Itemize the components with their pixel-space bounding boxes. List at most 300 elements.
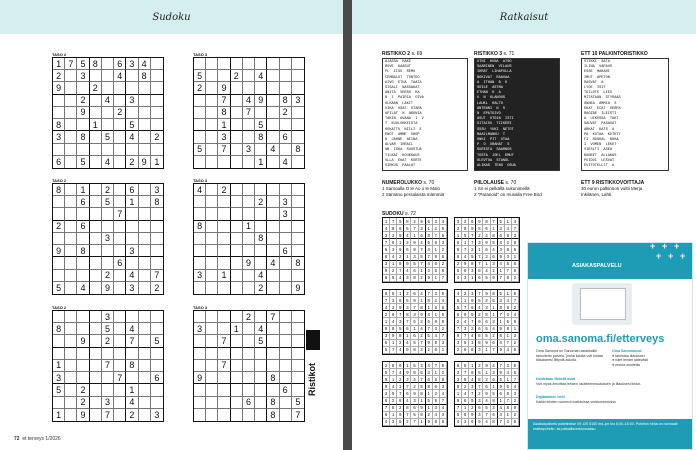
- solution-cell: 7: [440, 333, 447, 340]
- sudoku-cell: 7: [114, 372, 126, 384]
- sudoku-cell: [255, 184, 267, 196]
- sudoku-cell: [151, 70, 163, 82]
- sudoku-cell: 8: [77, 131, 89, 143]
- section-label: SUDOKU s. 72: [382, 211, 416, 217]
- sudoku-cell: [139, 270, 151, 282]
- solution-cell: 6: [491, 412, 498, 419]
- sudoku-cell: 3: [77, 70, 89, 82]
- solution-cell: 2: [505, 419, 512, 426]
- solution-cell: 8: [455, 383, 462, 390]
- sudoku-cell: [90, 184, 102, 196]
- sudoku-cell: 9: [218, 82, 230, 94]
- solution-cell: 1: [491, 383, 498, 390]
- solution-cell: 9: [390, 333, 397, 340]
- solution-cell: 4: [491, 326, 498, 333]
- solution-cell: 3: [505, 254, 512, 261]
- solution-cell: 9: [411, 239, 418, 246]
- solution-cell: 9: [426, 419, 433, 426]
- sudoku-cell: [206, 233, 218, 245]
- sudoku-cell: [114, 95, 126, 107]
- solution-cell: 5: [390, 275, 397, 282]
- sudoku-cell: [194, 119, 206, 131]
- sudoku-cell: [194, 196, 206, 208]
- solution-cell: 2: [426, 412, 433, 419]
- sudoku-cell: 3: [102, 233, 114, 245]
- solution-cell: 7: [383, 239, 390, 246]
- solution-cell: 8: [397, 261, 404, 268]
- sudoku-cell: [280, 144, 292, 156]
- solution-cell: 8: [498, 333, 505, 340]
- sudoku-cell: [77, 360, 89, 372]
- solution-cell: 8: [404, 311, 411, 318]
- sudoku-cell: [90, 372, 102, 384]
- sudoku-cell: [206, 131, 218, 143]
- sudoku-cell: [292, 131, 304, 143]
- solution-cell: 5: [498, 290, 505, 297]
- sudoku-cell: [206, 70, 218, 82]
- sudoku-cell: [65, 107, 77, 119]
- sudoku-cell: [194, 107, 206, 119]
- sudoku-cell: [292, 82, 304, 94]
- sudoku-cell: [243, 196, 255, 208]
- solution-cell: 8: [397, 333, 404, 340]
- solution-cell: 2: [404, 239, 411, 246]
- solution-cell: 8: [491, 290, 498, 297]
- solution-cell: 5: [476, 297, 483, 304]
- sudoku-cell: [292, 372, 304, 384]
- sudoku-cell: [126, 233, 138, 245]
- sudoku-cell: [126, 257, 138, 269]
- sudoku-cell: [77, 348, 89, 360]
- solution-cell: 5: [440, 232, 447, 239]
- solution-cell: 7: [419, 376, 426, 383]
- sudoku-cell: [292, 107, 304, 119]
- sudoku-cell: [292, 245, 304, 257]
- solution-cell: 7: [419, 246, 426, 253]
- solution-cell: 4: [404, 268, 411, 275]
- solution-cell: 3: [512, 333, 519, 340]
- solution-cell: 4: [498, 239, 505, 246]
- sudoku-cell: [114, 360, 126, 372]
- solution-cell: 2: [411, 218, 418, 225]
- left-page: [0, 0, 343, 450]
- solution-cell: 1: [426, 304, 433, 311]
- solution-cell: 8: [455, 297, 462, 304]
- solution-cell: 6: [397, 297, 404, 304]
- sudoku-cell: [77, 257, 89, 269]
- sudoku-grid: [193, 183, 305, 295]
- solution-cell: 7: [505, 268, 512, 275]
- solution-cell: 9: [419, 405, 426, 412]
- sudoku-cell: [139, 348, 151, 360]
- sudoku-cell: [218, 282, 230, 294]
- solution-cell: 2: [512, 398, 519, 405]
- solution-cell: 3: [476, 398, 483, 405]
- solution-cell: 2: [462, 383, 469, 390]
- solution-cell: 4: [397, 275, 404, 282]
- solution-cell: 6: [455, 362, 462, 369]
- sudoku-cell: [77, 323, 89, 335]
- sudoku-cell: 8: [126, 360, 138, 372]
- solution-cell: 6: [469, 218, 476, 225]
- sudoku-cell: 2: [77, 384, 89, 396]
- solution-cell: 8: [462, 412, 469, 419]
- sudoku-cell: 3: [194, 323, 206, 335]
- solution-cell: 4: [498, 412, 505, 419]
- sudoku-cell: 2: [102, 335, 114, 347]
- sudoku-cell: [114, 311, 126, 323]
- solution-cell: 8: [505, 405, 512, 412]
- solution-cell: 4: [462, 390, 469, 397]
- sudoku-cell: [65, 82, 77, 94]
- solution-cell: 2: [404, 290, 411, 297]
- sudoku-cell: [65, 245, 77, 257]
- solution-cell: 6: [404, 326, 411, 333]
- sudoku-cell: [218, 372, 230, 384]
- solution-cell: 8: [512, 318, 519, 325]
- solution-cell: 5: [491, 239, 498, 246]
- sudoku-cell: [292, 360, 304, 372]
- sudoku-cell: [126, 311, 138, 323]
- sudoku-cell: [206, 360, 218, 372]
- puzzle-level: TASO 2: [52, 52, 67, 57]
- sudoku-cell: 3: [243, 144, 255, 156]
- sudoku-cell: 5: [53, 282, 65, 294]
- solution-cell: 4: [390, 383, 397, 390]
- solution-cell: 2: [483, 297, 490, 304]
- sudoku-cell: [114, 156, 126, 168]
- sudoku-cell: [151, 257, 163, 269]
- sudoku-cell: [267, 245, 279, 257]
- sudoku-cell: [114, 270, 126, 282]
- sudoku-cell: [231, 82, 243, 94]
- sudoku-cell: 8: [255, 131, 267, 143]
- ad-url-link[interactable]: oma.sanoma.fi/etterveys: [536, 333, 665, 345]
- solution-cell: 2: [469, 246, 476, 253]
- solution-cell: 8: [433, 419, 440, 426]
- solution-cell: 3: [390, 246, 397, 253]
- solution-cell: 2: [433, 297, 440, 304]
- sudoku-cell: 8: [255, 233, 267, 245]
- solution-cell: 2: [440, 369, 447, 376]
- solution-cell: 2: [491, 268, 498, 275]
- sudoku-cell: 9: [77, 107, 89, 119]
- sudoku-cell: 8: [280, 95, 292, 107]
- solution-cell: 1: [491, 311, 498, 318]
- solution-cell: 8: [426, 297, 433, 304]
- solution-cell: 7: [411, 225, 418, 232]
- solution-cell: 8: [440, 318, 447, 325]
- solution-cell: 3: [483, 304, 490, 311]
- solution-cell: 6: [397, 362, 404, 369]
- solution-cell: 3: [433, 326, 440, 333]
- sudoku-cell: 4: [280, 156, 292, 168]
- solution-cell: 4: [483, 419, 490, 426]
- solution-cell: 2: [476, 362, 483, 369]
- sudoku-cell: 4: [267, 144, 279, 156]
- sudoku-cell: [267, 221, 279, 233]
- sudoku-cell: [53, 208, 65, 220]
- sudoku-cell: 8: [267, 409, 279, 421]
- solution-cell: 5: [476, 369, 483, 376]
- solution-cell: 6: [397, 225, 404, 232]
- solution-cell: 5: [462, 362, 469, 369]
- sudoku-cell: [206, 208, 218, 220]
- sudoku-cell: [65, 384, 77, 396]
- sudoku-cell: [65, 131, 77, 143]
- solution-cell: 8: [383, 290, 390, 297]
- sudoku-cell: [280, 58, 292, 70]
- solution-cell: 3: [383, 333, 390, 340]
- solution-cell: 1: [383, 218, 390, 225]
- solution-cell: 3: [440, 340, 447, 347]
- solution-cell: 1: [433, 246, 440, 253]
- solution-cell: 1: [397, 290, 404, 297]
- solution-cell: 1: [498, 398, 505, 405]
- sudoku-cell: 1: [53, 58, 65, 70]
- sudoku-cell: [126, 144, 138, 156]
- solution-cell: 2: [383, 311, 390, 318]
- solution-cell: 7: [469, 239, 476, 246]
- sudoku-cell: 7: [65, 58, 77, 70]
- solution-cell: 6: [383, 340, 390, 347]
- solution-cell: 6: [411, 290, 418, 297]
- sudoku-cell: 2: [126, 156, 138, 168]
- sudoku-cell: [139, 282, 151, 294]
- solution-cell: 8: [476, 376, 483, 383]
- sudoku-cell: [194, 409, 206, 421]
- sudoku-cell: [206, 58, 218, 70]
- solution-cell: 5: [483, 333, 490, 340]
- sudoku-cell: [126, 70, 138, 82]
- sudoku-cell: [53, 335, 65, 347]
- sudoku-cell: [267, 184, 279, 196]
- sudoku-cell: [231, 245, 243, 257]
- solution-cell: 5: [426, 398, 433, 405]
- sudoku-cell: 8: [77, 245, 89, 257]
- sudoku-cell: [139, 397, 151, 409]
- sudoku-cell: [255, 208, 267, 220]
- solution-cell: 3: [440, 412, 447, 419]
- sudoku-cell: [280, 233, 292, 245]
- sudoku-cell: [90, 156, 102, 168]
- sudoku-cell: [231, 257, 243, 269]
- solution-cell: 5: [462, 232, 469, 239]
- solution-cell: 6: [440, 254, 447, 261]
- solution-cell: 7: [383, 297, 390, 304]
- sudoku-cell: [231, 208, 243, 220]
- solution-cell: 1: [426, 225, 433, 232]
- customer-service-ad: [527, 242, 693, 450]
- sudoku-cell: 4: [126, 323, 138, 335]
- solution-cell: 4: [433, 412, 440, 419]
- sudoku-cell: [151, 144, 163, 156]
- ad-tagline: ASIAKASPALVELU: [572, 263, 622, 269]
- sudoku-cell: 5: [126, 119, 138, 131]
- solution-cell: 9: [404, 369, 411, 376]
- solution-cell: 8: [491, 419, 498, 426]
- sudoku-grid: [52, 310, 164, 422]
- solution-cell: 2: [397, 376, 404, 383]
- solution-cell: 5: [390, 290, 397, 297]
- sudoku-cell: 8: [53, 323, 65, 335]
- solution-cell: 2: [512, 275, 519, 282]
- solution-cell: 7: [462, 304, 469, 311]
- sudoku-cell: 4: [255, 70, 267, 82]
- solution-cell: 8: [383, 254, 390, 261]
- sudoku-cell: 4: [267, 257, 279, 269]
- solution-cell: 4: [512, 311, 519, 318]
- solution-cell: 3: [426, 268, 433, 275]
- sudoku-cell: [280, 282, 292, 294]
- sudoku-cell: [206, 196, 218, 208]
- solution-cell: 4: [390, 254, 397, 261]
- solution-cell: 7: [483, 412, 490, 419]
- solution-cell: 3: [411, 398, 418, 405]
- solution-cell: 7: [404, 383, 411, 390]
- solution-cell: 4: [469, 333, 476, 340]
- sudoku-cell: [90, 335, 102, 347]
- sudoku-cell: [194, 335, 206, 347]
- sudoku-cell: [77, 233, 89, 245]
- solution-cell: 8: [505, 326, 512, 333]
- solution-cell: 4: [455, 419, 462, 426]
- sudoku-cell: 3: [151, 184, 163, 196]
- solution-cell: 6: [411, 268, 418, 275]
- sudoku-cell: [292, 119, 304, 131]
- sudoku-cell: 7: [243, 107, 255, 119]
- sudoku-cell: 1: [126, 196, 138, 208]
- sudoku-cell: 3: [154, 409, 160, 420]
- sudoku-cell: 1: [231, 323, 243, 335]
- solution-cell: 6: [440, 304, 447, 311]
- solution-cell: 6: [455, 311, 462, 318]
- solution-cell: 7: [476, 290, 483, 297]
- sudoku-cell: 7: [114, 208, 126, 220]
- solution-cell: 6: [512, 261, 519, 268]
- sudoku-cell: [65, 156, 77, 168]
- solution-cell: 2: [505, 239, 512, 246]
- solution-cell: 3: [411, 254, 418, 261]
- sudoku-cell: [243, 270, 255, 282]
- solution-cell: 9: [498, 254, 505, 261]
- solution-cell: 6: [483, 246, 490, 253]
- sudoku-cell: [267, 196, 279, 208]
- sudoku-cell: [243, 245, 255, 257]
- sudoku-cell: [194, 95, 206, 107]
- solution-cell: 2: [419, 275, 426, 282]
- solution-cell: 2: [455, 225, 462, 232]
- solution-cell: 9: [505, 304, 512, 311]
- solution-cell: 5: [397, 218, 404, 225]
- solution-cell: 7: [462, 369, 469, 376]
- sudoku-cell: 7: [102, 409, 114, 421]
- sudoku-cell: 7: [218, 360, 230, 372]
- solution-cell: 2: [397, 254, 404, 261]
- sudoku-cell: [255, 311, 267, 323]
- sudoku-cell: [218, 233, 230, 245]
- solution-cell: 4: [383, 304, 390, 311]
- sudoku-cell: [231, 58, 243, 70]
- sudoku-cell: [231, 384, 243, 396]
- solution-cell: 2: [397, 405, 404, 412]
- sudoku-cell: 5: [102, 131, 114, 143]
- sudoku-cell: 2: [218, 184, 230, 196]
- solution-cell: 4: [512, 383, 519, 390]
- right-page: [352, 0, 696, 450]
- sudoku-cell: [151, 348, 163, 360]
- solution-cell: 2: [419, 318, 426, 325]
- solution-cell: 1: [404, 362, 411, 369]
- solution-cell: 8: [390, 362, 397, 369]
- sudoku-cell: 7: [102, 360, 114, 372]
- sudoku-cell: [292, 335, 304, 347]
- solution-cell: 2: [462, 218, 469, 225]
- sudoku-cell: [114, 282, 126, 294]
- solution-cell: 5: [383, 369, 390, 376]
- sudoku-cell: 8: [292, 257, 304, 269]
- sudoku-solution: [382, 361, 448, 427]
- sudoku-cell: 1: [255, 156, 267, 168]
- sudoku-cell: [267, 82, 279, 94]
- sudoku-cell: [139, 409, 151, 421]
- solution-cell: 5: [404, 297, 411, 304]
- sudoku-cell: [90, 397, 102, 409]
- solution-cell: 9: [383, 326, 390, 333]
- solution-cell: 9: [383, 383, 390, 390]
- solution-cell: 9: [426, 275, 433, 282]
- sudoku-cell: [267, 360, 279, 372]
- solution-cell: 3: [433, 218, 440, 225]
- solution-cell: 6: [462, 398, 469, 405]
- solution-cell: 1: [505, 290, 512, 297]
- solution-cell: 1: [505, 376, 512, 383]
- sudoku-cell: [292, 196, 304, 208]
- sudoku-cell: [243, 58, 255, 70]
- solution-cell: 9: [469, 225, 476, 232]
- solution-cell: 4: [440, 218, 447, 225]
- solution-cell: 9: [512, 405, 519, 412]
- solution-cell: 2: [411, 383, 418, 390]
- sudoku-cell: [280, 257, 292, 269]
- sudoku-cell: [231, 144, 243, 156]
- sudoku-cell: [65, 348, 77, 360]
- solution-cell: 9: [426, 340, 433, 347]
- solution-cell: 6: [483, 383, 490, 390]
- solution-cell: 5: [411, 362, 418, 369]
- sudoku-cell: [243, 208, 255, 220]
- sudoku-cell: [90, 131, 102, 143]
- sudoku-cell: [292, 384, 304, 396]
- sudoku-cell: [139, 372, 151, 384]
- sudoku-cell: [53, 107, 65, 119]
- solution-cell: 3: [404, 376, 411, 383]
- solution-cell: 9: [462, 311, 469, 318]
- sudoku-cell: [194, 245, 206, 257]
- sudoku-cell: [77, 82, 89, 94]
- solution-cell: 3: [397, 318, 404, 325]
- solution-cell: 8: [404, 405, 411, 412]
- sudoku-cell: 1: [77, 184, 89, 196]
- solution-cell: 9: [383, 268, 390, 275]
- solution-cell: 3: [455, 376, 462, 383]
- solution-cell: 1: [491, 304, 498, 311]
- sudoku-cell: 2: [255, 196, 267, 208]
- solution-cell: 2: [455, 347, 462, 354]
- solution-cell: 1: [390, 261, 397, 268]
- solution-cell: 9: [512, 268, 519, 275]
- solution-cell: 3: [491, 369, 498, 376]
